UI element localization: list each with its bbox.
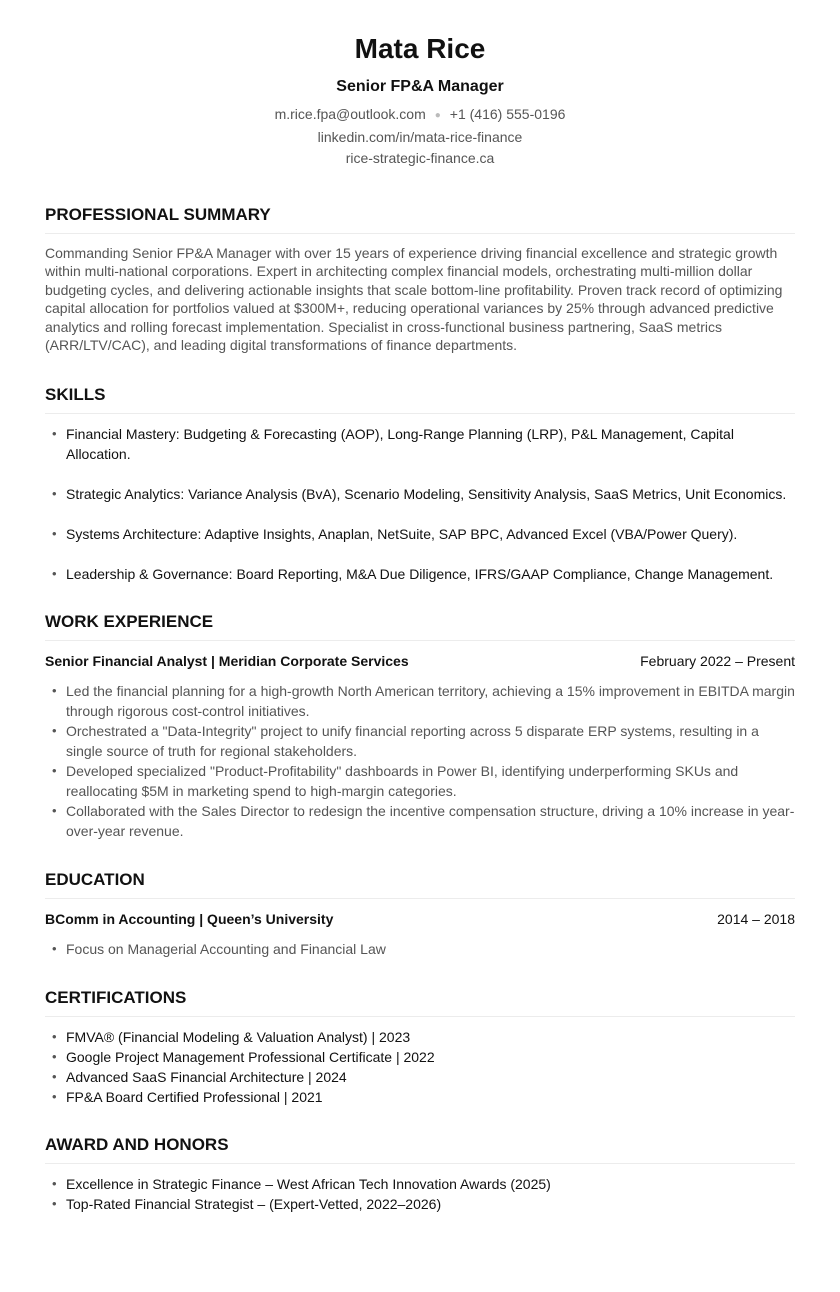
education-bullets bbox=[45, 939, 795, 959]
skills-list bbox=[45, 424, 795, 584]
list-item: • Advanced SaaS Financial Architecture | 2024 bbox=[45, 1067, 795, 1087]
certifications-list bbox=[45, 1027, 795, 1107]
experience-bullets bbox=[45, 681, 795, 841]
list-item: • Top-Rated Financial Strategist – (Expert-Vetted, 2022–2026) bbox=[45, 1194, 795, 1214]
awards-section bbox=[45, 1134, 795, 1214]
section-heading: CERTIFICATIONS bbox=[45, 987, 795, 1017]
experience-role: Senior Financial Analyst | Meridian Corporate Services bbox=[45, 652, 409, 669]
education-entry-header bbox=[45, 909, 795, 929]
skills-section bbox=[45, 384, 795, 584]
section-heading: EDUCATION bbox=[45, 869, 795, 899]
list-item: • Financial Mastery: Budgeting & Forecasting (AOP), Long-Range Planning (LRP), P&L Management, Capital Allocation. bbox=[45, 424, 795, 464]
experience-section bbox=[45, 611, 795, 841]
section-heading: AWARD AND HONORS bbox=[45, 1134, 795, 1164]
list-item: • Led the financial planning for a high-growth North American territory, achieving a 15% improvement in EBITDA margin through rigorous cost-control initiatives. bbox=[45, 681, 795, 721]
linkedin-link[interactable]: linkedin.com/in/mata-rice-finance bbox=[317, 128, 523, 145]
section-heading: WORK EXPERIENCE bbox=[45, 611, 795, 641]
education-section bbox=[45, 869, 795, 959]
job-title: Senior FP&A Manager bbox=[336, 78, 504, 95]
list-item: • Developed specialized "Product-Profitability" dashboards in Power BI, identifying underperforming SKUs and reallocating $5M in marketing spend to high-margin categories. bbox=[45, 761, 795, 801]
resume-header bbox=[45, 0, 795, 170]
list-item: • Google Project Management Professional Certificate | 2022 bbox=[45, 1047, 795, 1067]
list-item: • Strategic Analytics: Variance Analysis (BvA), Scenario Modeling, Sensitivity Analysis, SaaS Metrics, Unit Economics. bbox=[45, 484, 795, 504]
candidate-name: Mata Rice bbox=[354, 33, 486, 64]
awards-list bbox=[45, 1174, 795, 1214]
education-dates: 2014 – 2018 bbox=[717, 910, 795, 927]
section-heading: SKILLS bbox=[45, 384, 795, 414]
list-item: • Collaborated with the Sales Director to redesign the incentive compensation structure, driving a 10% increase in year-over-year revenue. bbox=[45, 801, 795, 841]
summary-section bbox=[45, 204, 795, 355]
certifications-section bbox=[45, 987, 795, 1107]
list-item: • Orchestrated a "Data-Integrity" project to unify financial reporting across 5 disparate ERP systems, resulting in a single source of truth for regional stakeholders. bbox=[45, 721, 795, 761]
experience-entry-header bbox=[45, 651, 795, 671]
list-item: • FP&A Board Certified Professional | 2021 bbox=[45, 1087, 795, 1107]
section-heading: PROFESSIONAL SUMMARY bbox=[45, 204, 795, 234]
summary-text: Commanding Senior FP&A Manager with over 15 years of experience driving financial excellence and strategic growth within multi-national corporations. Expert in architecting complex financial models, orchestrating multi-million dollar budgeting cycles, and delivering actionable insights that scale bottom-line profitability. Proven track record of optimizing capital allocation for portfolios valued at $300M+, reducing operational variances by 25% through advanced predictive analytics and rolling forecast implementation. Specialist in cross-functional business partnering, SaaS metrics (ARR/LTV/CAC), and leading digital transformations of finance departments. bbox=[45, 244, 783, 353]
contact-info bbox=[45, 104, 795, 170]
list-item: • Focus on Managerial Accounting and Financial Law bbox=[45, 939, 795, 959]
list-item: • Leadership & Governance: Board Reporting, M&A Due Diligence, IFRS/GAAP Compliance, Change Management. bbox=[45, 564, 795, 584]
education-degree: BComm in Accounting | Queen’s University bbox=[45, 910, 334, 927]
separator-dot-icon: ● bbox=[434, 110, 441, 121]
email-link[interactable]: m.rice.fpa@outlook.com bbox=[274, 106, 426, 122]
list-item: • FMVA® (Financial Modeling & Valuation Analyst) | 2023 bbox=[45, 1027, 795, 1047]
phone-link[interactable]: +1 (416) 555-0196 bbox=[449, 106, 566, 122]
website-link[interactable]: rice-strategic-finance.ca bbox=[345, 150, 495, 166]
list-item: • Excellence in Strategic Finance – West African Tech Innovation Awards (2025) bbox=[45, 1174, 795, 1194]
experience-dates: February 2022 – Present bbox=[640, 652, 795, 669]
list-item: • Systems Architecture: Adaptive Insights, Anaplan, NetSuite, SAP BPC, Advanced Excel (VBA/Power Query). bbox=[45, 524, 795, 544]
